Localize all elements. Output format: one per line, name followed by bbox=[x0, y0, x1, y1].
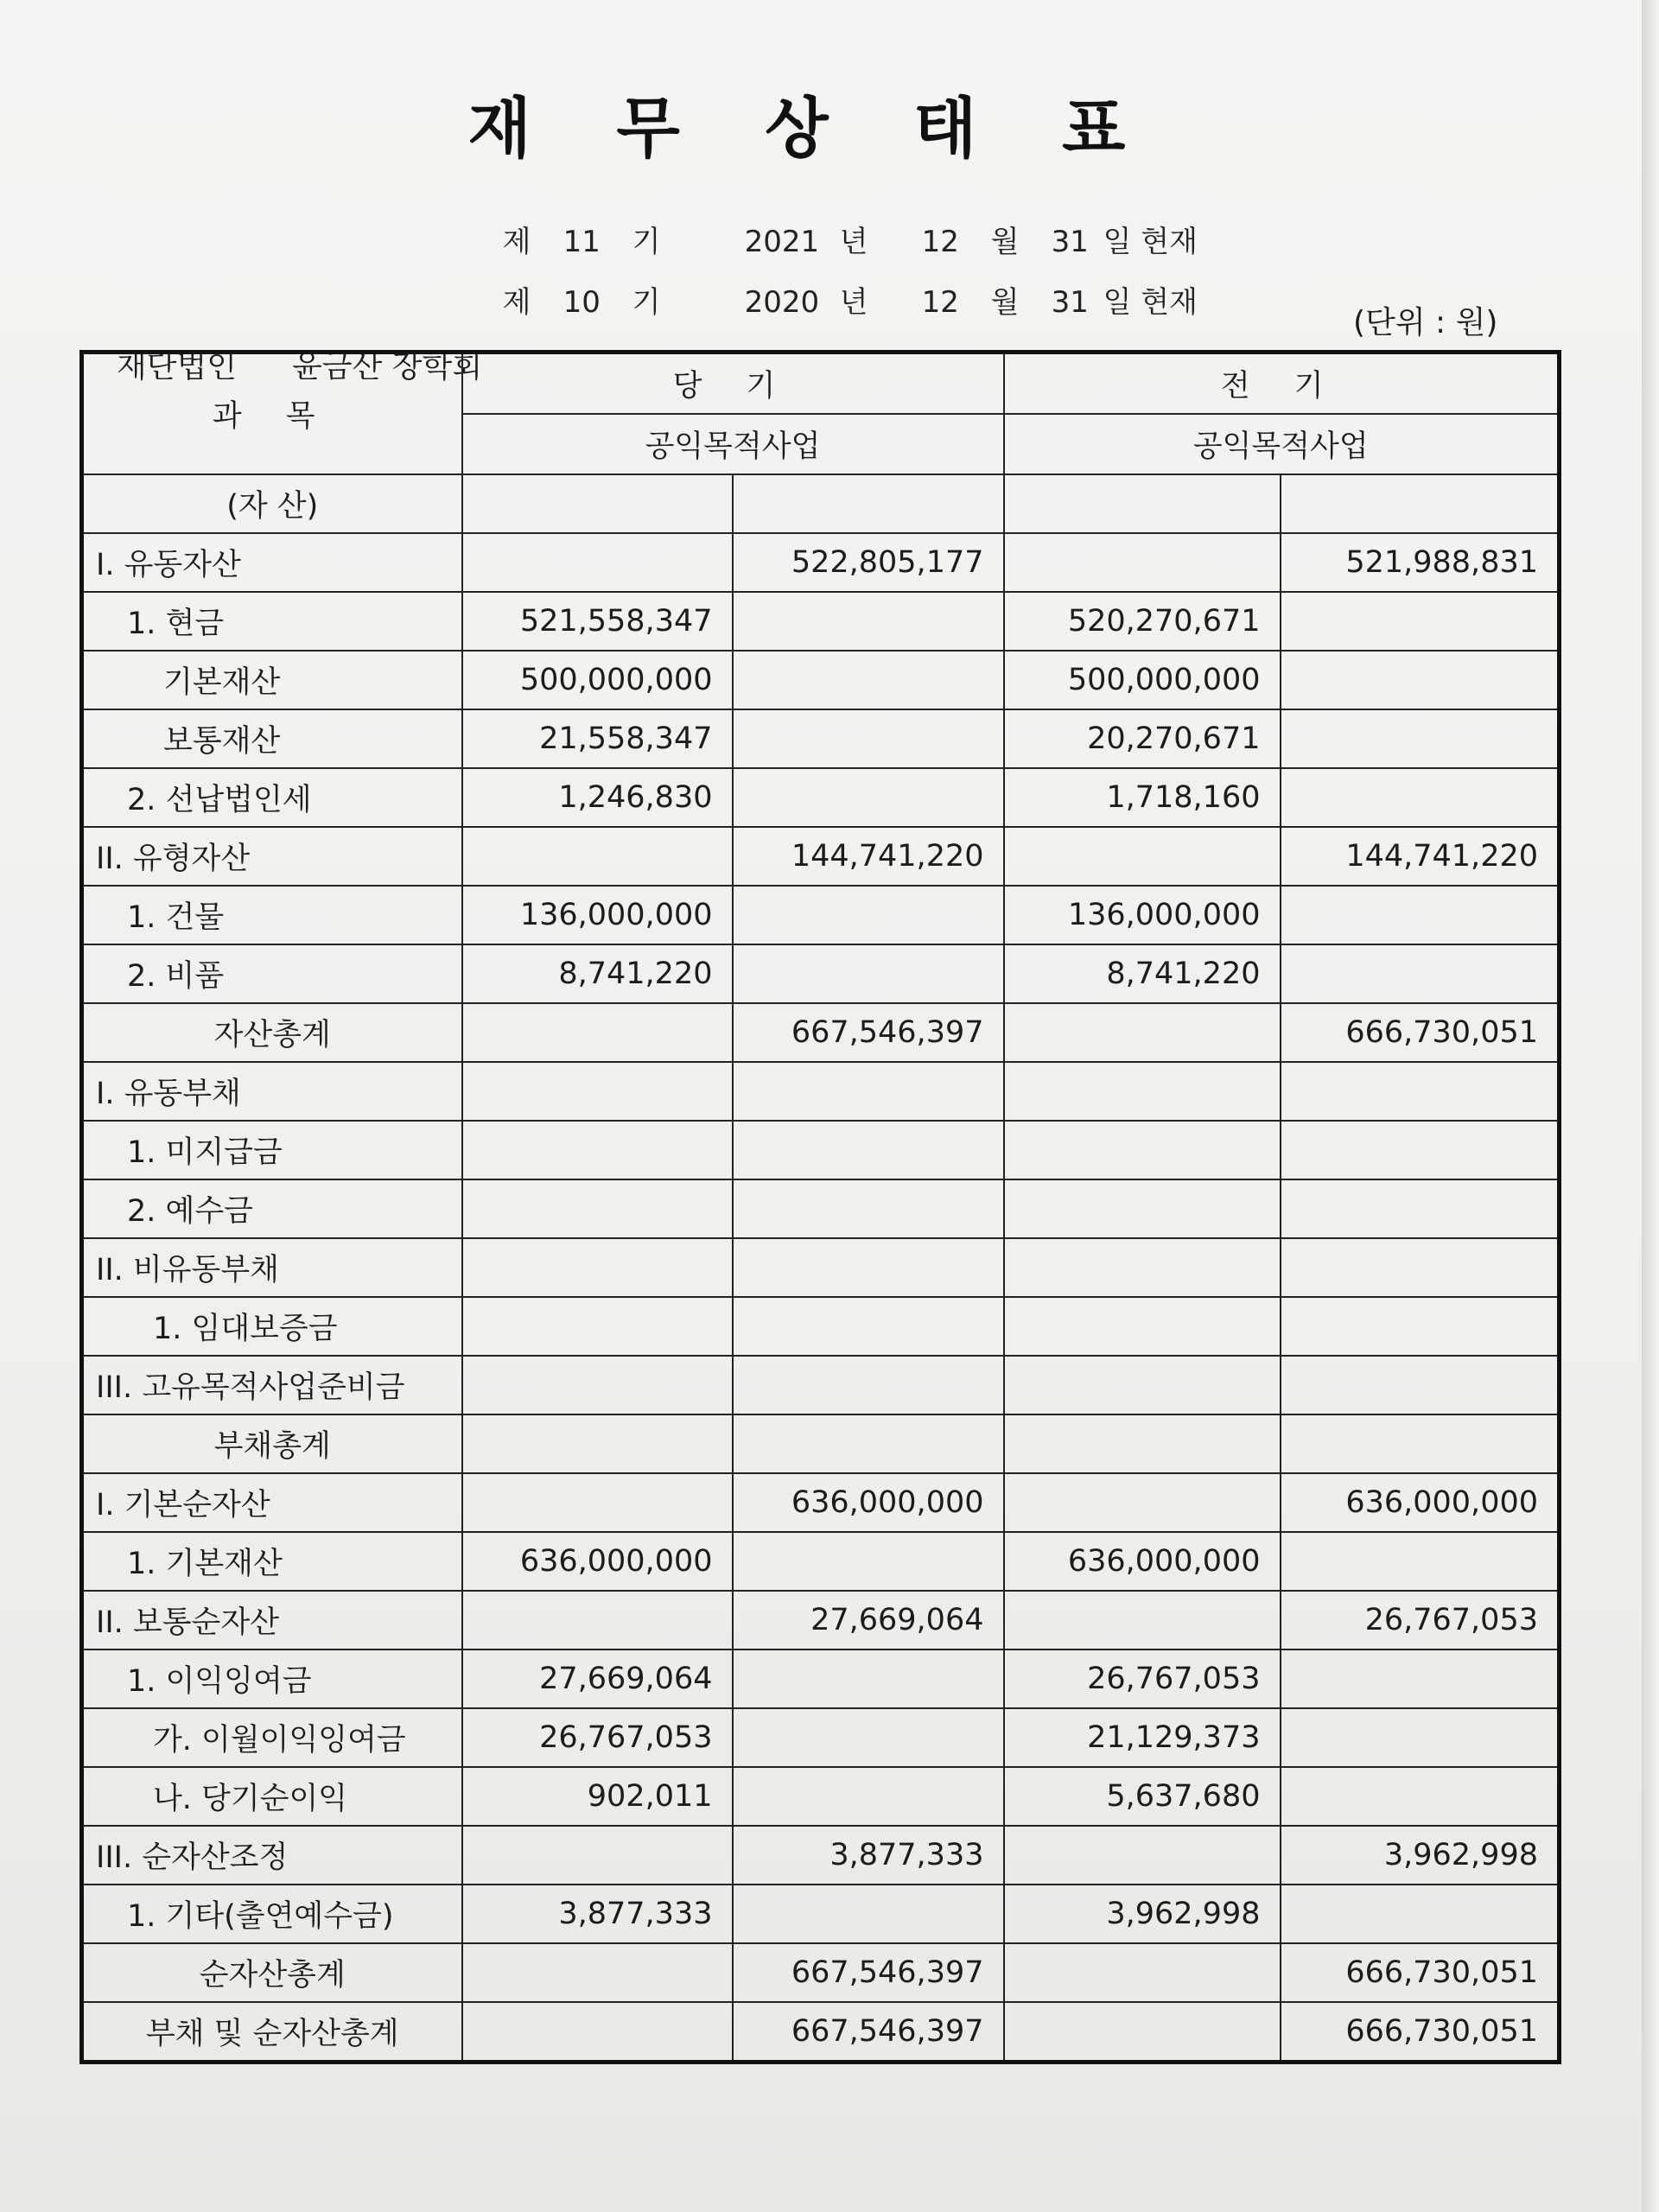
row-label: 2. 예수금 bbox=[82, 1179, 462, 1238]
period-day: 31 bbox=[1051, 225, 1089, 259]
current-detail-cell bbox=[462, 1003, 733, 1062]
previous-detail-cell bbox=[1004, 2002, 1281, 2063]
row-label: 나. 당기순이익 bbox=[82, 1767, 462, 1826]
previous-detail-cell bbox=[1004, 1121, 1281, 1179]
row-label: 1. 이익잉여금 bbox=[82, 1649, 462, 1708]
row-label: 1. 미지급금 bbox=[82, 1121, 462, 1179]
period-unit: 기 bbox=[632, 285, 661, 320]
row-label: 2. 선납법인세 bbox=[82, 768, 462, 827]
previous-detail-cell: 21,129,373 bbox=[1004, 1708, 1281, 1767]
current-detail-cell bbox=[462, 474, 733, 533]
previous-detail-cell bbox=[1004, 1297, 1281, 1356]
current-total-cell: 667,546,397 bbox=[733, 2002, 1004, 2063]
row-label: II. 비유동부채 bbox=[82, 1238, 462, 1297]
row-label: 1. 현금 bbox=[82, 592, 462, 651]
period-month: 12 bbox=[921, 225, 959, 259]
previous-detail-cell: 136,000,000 bbox=[1004, 886, 1281, 944]
period-month-unit: 월 bbox=[990, 285, 1020, 320]
table-row bbox=[82, 1943, 1560, 2002]
current-total-cell bbox=[733, 768, 1004, 827]
current-detail-cell bbox=[462, 1356, 733, 1414]
current-detail-cell: 636,000,000 bbox=[462, 1532, 733, 1591]
row-label: 기본재산 bbox=[82, 651, 462, 709]
current-detail-cell bbox=[462, 827, 733, 886]
row-label: 보통재산 bbox=[82, 709, 462, 768]
header-current-period: 당 기 bbox=[462, 353, 1004, 415]
current-detail-cell: 521,558,347 bbox=[462, 592, 733, 651]
current-detail-cell bbox=[462, 1121, 733, 1179]
entity-name: 윤금산 장학회 bbox=[292, 349, 483, 385]
previous-total-cell: 26,767,053 bbox=[1281, 1591, 1560, 1649]
current-detail-cell: 3,877,333 bbox=[462, 1885, 733, 1943]
current-total-cell bbox=[733, 1885, 1004, 1943]
previous-total-cell bbox=[1281, 1356, 1560, 1414]
table-row bbox=[82, 944, 1560, 1003]
current-detail-cell bbox=[462, 1473, 733, 1532]
table-row bbox=[82, 1708, 1560, 1767]
period-number: 10 bbox=[563, 285, 601, 320]
current-detail-cell: 27,669,064 bbox=[462, 1649, 733, 1708]
period-year: 2020 bbox=[744, 285, 820, 320]
period-month-unit: 월 bbox=[990, 225, 1020, 259]
current-total-cell: 3,877,333 bbox=[733, 1826, 1004, 1885]
document-title: 재 무 상 태 표 bbox=[467, 90, 1157, 167]
row-label: 가. 이월이익잉여금 bbox=[82, 1708, 462, 1767]
previous-detail-cell bbox=[1004, 474, 1281, 533]
row-label: I. 유동부채 bbox=[82, 1062, 462, 1121]
table-row bbox=[82, 1356, 1560, 1414]
current-total-cell bbox=[733, 1767, 1004, 1826]
previous-detail-cell bbox=[1004, 1003, 1281, 1062]
current-total-cell bbox=[733, 1708, 1004, 1767]
current-total-cell: 144,741,220 bbox=[733, 827, 1004, 886]
previous-detail-cell: 20,270,671 bbox=[1004, 709, 1281, 768]
table-row bbox=[82, 709, 1560, 768]
table-body bbox=[82, 474, 1560, 2063]
table-row bbox=[82, 1591, 1560, 1649]
period-year-unit: 년 bbox=[839, 285, 868, 320]
previous-total-cell bbox=[1281, 1062, 1560, 1121]
previous-detail-cell bbox=[1004, 1356, 1281, 1414]
previous-total-cell bbox=[1281, 1414, 1560, 1473]
balance-sheet-table bbox=[79, 350, 1561, 2064]
previous-detail-cell bbox=[1004, 1414, 1281, 1473]
unit-label: (단위 : 원) bbox=[1353, 305, 1498, 340]
previous-total-cell bbox=[1281, 1708, 1560, 1767]
previous-total-cell: 521,988,831 bbox=[1281, 533, 1560, 592]
header-subject: 과 목 bbox=[82, 353, 462, 475]
current-total-cell bbox=[733, 1649, 1004, 1708]
table-row bbox=[82, 1532, 1560, 1591]
row-label: I. 유동자산 bbox=[82, 533, 462, 592]
current-total-cell: 667,546,397 bbox=[733, 1003, 1004, 1062]
previous-detail-cell bbox=[1004, 1826, 1281, 1885]
row-label: 1. 건물 bbox=[82, 886, 462, 944]
row-label: 순자산총계 bbox=[82, 1943, 462, 2002]
table-row bbox=[82, 1179, 1560, 1238]
current-detail-cell bbox=[462, 1238, 733, 1297]
current-total-cell bbox=[733, 1179, 1004, 1238]
header-previous-period: 전 기 bbox=[1004, 353, 1560, 415]
period-year: 2021 bbox=[744, 225, 820, 259]
current-total-cell bbox=[733, 474, 1004, 533]
table-row bbox=[82, 533, 1560, 592]
header-previous-business: 공익목적사업 bbox=[1004, 414, 1560, 474]
current-total-cell bbox=[733, 651, 1004, 709]
previous-detail-cell bbox=[1004, 533, 1281, 592]
table-row bbox=[82, 1062, 1560, 1121]
table-row bbox=[82, 1414, 1560, 1473]
table-row bbox=[82, 1003, 1560, 1062]
current-total-cell bbox=[733, 1414, 1004, 1473]
previous-total-cell bbox=[1281, 651, 1560, 709]
previous-total-cell bbox=[1281, 1238, 1560, 1297]
previous-detail-cell bbox=[1004, 1179, 1281, 1238]
previous-total-cell bbox=[1281, 1121, 1560, 1179]
current-detail-cell bbox=[462, 2002, 733, 2063]
previous-total-cell bbox=[1281, 1649, 1560, 1708]
previous-total-cell: 666,730,051 bbox=[1281, 1943, 1560, 2002]
previous-detail-cell: 5,637,680 bbox=[1004, 1767, 1281, 1826]
period-day: 31 bbox=[1051, 285, 1089, 320]
current-detail-cell: 8,741,220 bbox=[462, 944, 733, 1003]
table-row bbox=[82, 886, 1560, 944]
current-detail-cell: 500,000,000 bbox=[462, 651, 733, 709]
current-total-cell bbox=[733, 1062, 1004, 1121]
previous-total-cell bbox=[1281, 1179, 1560, 1238]
row-label: II. 보통순자산 bbox=[82, 1591, 462, 1649]
header-current-business: 공익목적사업 bbox=[462, 414, 1004, 474]
previous-total-cell bbox=[1281, 709, 1560, 768]
current-total-cell bbox=[733, 1356, 1004, 1414]
period-prefix: 제 bbox=[502, 225, 531, 259]
current-detail-cell: 1,246,830 bbox=[462, 768, 733, 827]
row-label: 2. 비품 bbox=[82, 944, 462, 1003]
current-total-cell: 667,546,397 bbox=[733, 1943, 1004, 2002]
previous-total-cell: 3,962,998 bbox=[1281, 1826, 1560, 1885]
previous-total-cell bbox=[1281, 768, 1560, 827]
previous-total-cell bbox=[1281, 474, 1560, 533]
current-detail-cell bbox=[462, 1179, 733, 1238]
previous-total-cell bbox=[1281, 944, 1560, 1003]
row-label: 부채 및 순자산총계 bbox=[82, 2002, 462, 2063]
table-row bbox=[82, 827, 1560, 886]
table-row bbox=[82, 474, 1560, 533]
table-row bbox=[82, 1121, 1560, 1179]
current-total-cell bbox=[733, 1121, 1004, 1179]
current-total-cell bbox=[733, 709, 1004, 768]
current-detail-cell: 136,000,000 bbox=[462, 886, 733, 944]
current-detail-cell bbox=[462, 1591, 733, 1649]
current-detail-cell bbox=[462, 1943, 733, 2002]
period-suffix: 일 현재 bbox=[1103, 285, 1198, 320]
current-total-cell bbox=[733, 592, 1004, 651]
previous-total-cell bbox=[1281, 592, 1560, 651]
previous-total-cell: 666,730,051 bbox=[1281, 2002, 1560, 2063]
period-month: 12 bbox=[921, 285, 959, 320]
row-label: III. 고유목적사업준비금 bbox=[82, 1356, 462, 1414]
previous-detail-cell bbox=[1004, 827, 1281, 886]
previous-detail-cell bbox=[1004, 1473, 1281, 1532]
current-total-cell bbox=[733, 886, 1004, 944]
current-detail-cell: 21,558,347 bbox=[462, 709, 733, 768]
previous-detail-cell bbox=[1004, 1062, 1281, 1121]
table-row bbox=[82, 2002, 1560, 2063]
table-row bbox=[82, 1297, 1560, 1356]
previous-detail-cell bbox=[1004, 1591, 1281, 1649]
period-unit: 기 bbox=[632, 225, 661, 259]
entity-type: 재단법인 bbox=[116, 349, 237, 385]
period-number: 11 bbox=[563, 225, 601, 259]
previous-total-cell bbox=[1281, 1297, 1560, 1356]
current-total-cell: 522,805,177 bbox=[733, 533, 1004, 592]
current-total-cell bbox=[733, 944, 1004, 1003]
previous-total-cell bbox=[1281, 1532, 1560, 1591]
row-label: I. 기본순자산 bbox=[82, 1473, 462, 1532]
previous-period-line bbox=[484, 244, 1198, 321]
table-row bbox=[82, 1238, 1560, 1297]
current-total-cell: 27,669,064 bbox=[733, 1591, 1004, 1649]
table-row bbox=[82, 592, 1560, 651]
previous-total-cell: 144,741,220 bbox=[1281, 827, 1560, 886]
table-row bbox=[82, 1473, 1560, 1532]
row-label: 1. 임대보증금 bbox=[82, 1297, 462, 1356]
period-year-unit: 년 bbox=[839, 225, 868, 259]
previous-total-cell: 666,730,051 bbox=[1281, 1003, 1560, 1062]
previous-detail-cell: 500,000,000 bbox=[1004, 651, 1281, 709]
previous-detail-cell bbox=[1004, 1943, 1281, 2002]
previous-detail-cell bbox=[1004, 1238, 1281, 1297]
current-detail-cell bbox=[462, 1826, 733, 1885]
table-row bbox=[82, 1649, 1560, 1708]
period-suffix: 일 현재 bbox=[1103, 225, 1198, 259]
table-row bbox=[82, 651, 1560, 709]
previous-total-cell bbox=[1281, 1767, 1560, 1826]
row-label: 자산총계 bbox=[82, 1003, 462, 1062]
table-row bbox=[82, 768, 1560, 827]
current-detail-cell bbox=[462, 1062, 733, 1121]
row-label: III. 순자산조정 bbox=[82, 1826, 462, 1885]
previous-detail-cell: 636,000,000 bbox=[1004, 1532, 1281, 1591]
row-label: II. 유형자산 bbox=[82, 827, 462, 886]
previous-detail-cell: 8,741,220 bbox=[1004, 944, 1281, 1003]
table-row bbox=[82, 1767, 1560, 1826]
current-total-cell bbox=[733, 1297, 1004, 1356]
current-detail-cell: 902,011 bbox=[462, 1767, 733, 1826]
table-row bbox=[82, 1885, 1560, 1943]
current-total-cell bbox=[733, 1238, 1004, 1297]
table-row bbox=[82, 1826, 1560, 1885]
previous-total-cell: 636,000,000 bbox=[1281, 1473, 1560, 1532]
row-label: 부채총계 bbox=[82, 1414, 462, 1473]
page-edge bbox=[1642, 0, 1659, 2212]
row-label: 1. 기본재산 bbox=[82, 1532, 462, 1591]
previous-detail-cell: 3,962,998 bbox=[1004, 1885, 1281, 1943]
current-detail-cell: 26,767,053 bbox=[462, 1708, 733, 1767]
current-total-cell bbox=[733, 1532, 1004, 1591]
previous-detail-cell: 1,718,160 bbox=[1004, 768, 1281, 827]
current-total-cell: 636,000,000 bbox=[733, 1473, 1004, 1532]
current-detail-cell bbox=[462, 1414, 733, 1473]
row-label: 1. 기타(출연예수금) bbox=[82, 1885, 462, 1943]
previous-total-cell bbox=[1281, 886, 1560, 944]
row-label: (자 산) bbox=[82, 474, 462, 533]
previous-total-cell bbox=[1281, 1885, 1560, 1943]
current-detail-cell bbox=[462, 533, 733, 592]
previous-detail-cell: 26,767,053 bbox=[1004, 1649, 1281, 1708]
previous-detail-cell: 520,270,671 bbox=[1004, 592, 1281, 651]
current-detail-cell bbox=[462, 1297, 733, 1356]
period-prefix: 제 bbox=[502, 285, 531, 320]
